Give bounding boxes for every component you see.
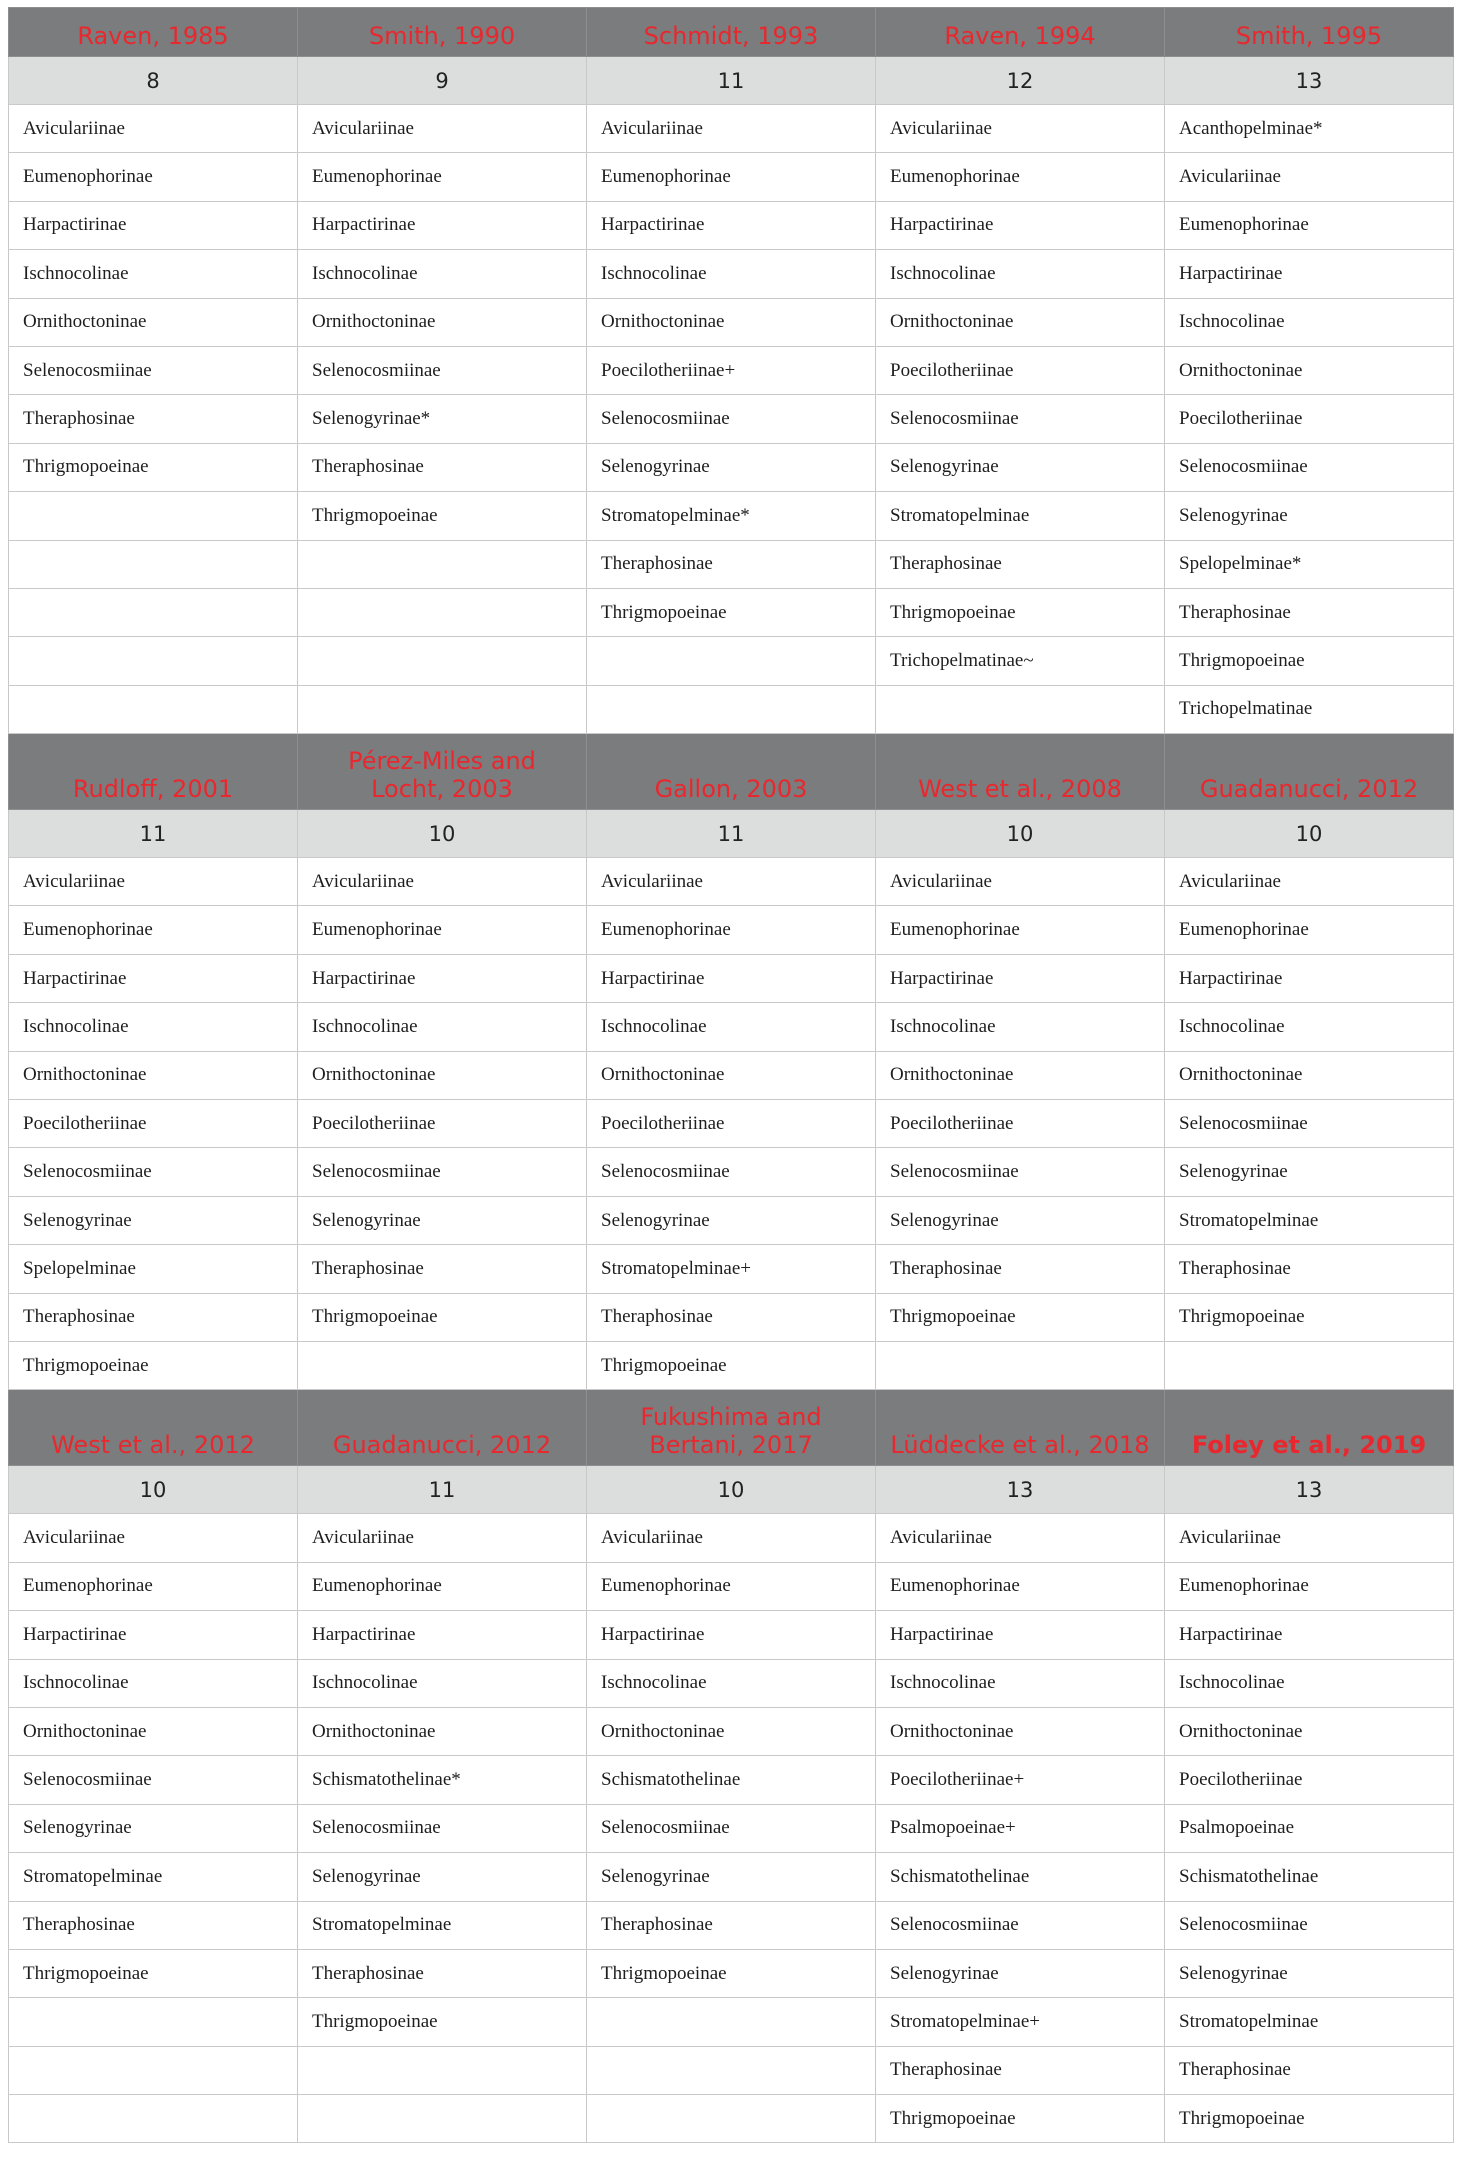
subfamily-cell: Thrigmopoeinae [1165,637,1454,685]
subfamily-cell: Aviculariinae [298,858,587,906]
table-row [9,395,1454,443]
subfamily-cell: Selenocosmiinae [876,1901,1165,1949]
subfamily-cell [298,685,587,733]
subfamily-cell: Schismatothelinae [587,1756,876,1804]
subfamily-cell: Stromatopelminae [876,492,1165,540]
subfamily-cell: Theraphosinae [298,443,587,491]
subfamily-cell: Eumenophorinae [587,906,876,954]
table-row [9,1100,1454,1148]
subfamily-cell: Ischnocolinae [587,1659,876,1707]
subfamily-cell: Ornithoctoninae [9,1707,298,1755]
table-row [9,2095,1454,2143]
table-row [9,1659,1454,1707]
subfamily-cell: Harpactirinae [298,201,587,249]
subfamily-cell: Theraphosinae [1165,1245,1454,1293]
subfamily-count: 8 [9,57,298,105]
table-row [9,906,1454,954]
subfamily-cell: Selenogyrinae [1165,1949,1454,1997]
subfamily-cell: Harpactirinae [9,954,298,1002]
subfamily-cell: Eumenophorinae [1165,1562,1454,1610]
subfamily-cell: Ornithoctoninae [587,298,876,346]
column-header: West et al., 2008 [876,734,1165,810]
table-row [9,1293,1454,1341]
subfamily-cell [9,588,298,636]
subfamily-count: 10 [587,1466,876,1514]
subfamily-cell [298,588,587,636]
subfamily-cell: Trichopelmatinae~ [876,637,1165,685]
subfamily-cell: Ornithoctoninae [876,298,1165,346]
subfamily-cell: Harpactirinae [876,1611,1165,1659]
subfamily-cell: Thrigmopoeinae [9,1949,298,1997]
subfamily-cell: Stromatopelminae* [587,492,876,540]
column-header: West et al., 2012 [9,1390,298,1466]
table-row [9,540,1454,588]
table-row [9,954,1454,1002]
subfamily-cell: Theraphosinae [9,1293,298,1341]
subfamily-cell: Eumenophorinae [298,153,587,201]
subfamily-cell: Harpactirinae [876,201,1165,249]
column-header: Smith, 1995 [1165,8,1454,57]
subfamily-cell: Selenocosmiinae [1165,1100,1454,1148]
subfamily-cell: Eumenophorinae [298,1562,587,1610]
subfamily-cell: Schismatothelinae* [298,1756,587,1804]
subfamily-cell [9,637,298,685]
subfamily-cell: Aviculariinae [9,858,298,906]
subfamily-cell: Aviculariinae [298,1514,587,1562]
subfamily-cell: Harpactirinae [1165,1611,1454,1659]
subfamily-cell: Eumenophorinae [587,1562,876,1610]
subfamily-cell [876,685,1165,733]
subfamily-cell: Ornithoctoninae [587,1051,876,1099]
table-row [9,1245,1454,1293]
subfamily-cell: Ornithoctoninae [876,1707,1165,1755]
subfamily-cell [587,685,876,733]
subfamily-cell: Harpactirinae [587,1611,876,1659]
subfamily-cell: Ischnocolinae [876,1659,1165,1707]
subfamily-cell: Eumenophorinae [298,906,587,954]
column-header: Smith, 1990 [298,8,587,57]
subfamily-cell: Theraphosinae [587,1293,876,1341]
column-header: Foley et al., 2019 [1165,1390,1454,1466]
subfamily-cell: Selenogyrinae [587,443,876,491]
subfamily-cell: Eumenophorinae [9,906,298,954]
subfamily-cell: Selenogyrinae [587,1853,876,1901]
subfamily-cell: Ornithoctoninae [1165,346,1454,394]
subfamily-cell: Aviculariinae [876,858,1165,906]
subfamily-cell: Aviculariinae [298,105,587,153]
subfamily-cell: Selenocosmiinae [298,1148,587,1196]
subfamily-cell: Poecilotheriinae [876,1100,1165,1148]
subfamily-cell: Thrigmopoeinae [9,443,298,491]
subfamily-cell [298,2046,587,2094]
subfamily-cell [9,2046,298,2094]
subfamily-cell [9,685,298,733]
table-row [9,1756,1454,1804]
subfamily-cell: Theraphosinae [298,1245,587,1293]
subfamily-cell: Ornithoctoninae [9,1051,298,1099]
subfamily-cell: Psalmopoeinae [1165,1804,1454,1852]
table-row [9,492,1454,540]
subfamily-cell: Selenogyrinae [9,1196,298,1244]
column-header: Raven, 1985 [9,8,298,57]
column-header: Pérez-Miles and Locht, 2003 [298,734,587,810]
table-row [9,2046,1454,2094]
subfamily-cell: Stromatopelminae [298,1901,587,1949]
column-header: Raven, 1994 [876,8,1165,57]
subfamily-count: 11 [9,810,298,858]
subfamily-cell: Ornithoctoninae [1165,1051,1454,1099]
subfamily-cell: Thrigmopoeinae [587,1949,876,1997]
subfamily-cell: Selenocosmiinae [587,395,876,443]
header-row [9,1390,1454,1466]
table-row [9,250,1454,298]
subfamily-cell: Selenogyrinae [876,1196,1165,1244]
subfamily-cell: Theraphosinae [876,2046,1165,2094]
subfamily-cell: Poecilotheriinae+ [587,346,876,394]
classification-table-container [8,7,1453,2143]
subfamily-cell: Ischnocolinae [298,250,587,298]
subfamily-cell: Selenogyrinae [1165,1148,1454,1196]
subfamily-cell: Ischnocolinae [298,1659,587,1707]
subfamily-cell: Thrigmopoeinae [298,492,587,540]
subfamily-cell: Poecilotheriinae [298,1100,587,1148]
subfamily-cell: Poecilotheriinae+ [876,1756,1165,1804]
column-header: Guadanucci, 2012 [298,1390,587,1466]
subfamily-count: 13 [876,1466,1165,1514]
subfamily-cell: Stromatopelminae+ [587,1245,876,1293]
subfamily-cell: Aviculariinae [1165,153,1454,201]
subfamily-cell [587,1998,876,2046]
table-row [9,105,1454,153]
subfamily-cell: Theraphosinae [876,1245,1165,1293]
subfamily-cell: Ornithoctoninae [587,1707,876,1755]
table-row [9,1901,1454,1949]
subfamily-cell: Selenocosmiinae [298,1804,587,1852]
subfamily-cell: Harpactirinae [9,201,298,249]
subfamily-cell: Selenocosmiinae [876,395,1165,443]
subfamily-cell: Thrigmopoeinae [298,1998,587,2046]
subfamily-cell: Harpactirinae [876,954,1165,1002]
subfamily-cell: Harpactirinae [9,1611,298,1659]
subfamily-cell: Ornithoctoninae [298,1707,587,1755]
subfamily-cell: Ornithoctoninae [876,1051,1165,1099]
subfamily-cell [9,540,298,588]
subfamily-cell [298,637,587,685]
classification-table [8,7,1454,2143]
subfamily-cell: Poecilotheriinae [876,346,1165,394]
subfamily-cell: Spelopelminae* [1165,540,1454,588]
table-row [9,1196,1454,1244]
subfamily-cell: Poecilotheriinae [9,1100,298,1148]
subfamily-cell: Eumenophorinae [876,153,1165,201]
subfamily-cell: Ischnocolinae [9,1003,298,1051]
subfamily-count: 10 [9,1466,298,1514]
subfamily-cell: Theraphosinae [587,1901,876,1949]
table-row [9,1051,1454,1099]
subfamily-cell: Thrigmopoeinae [1165,2095,1454,2143]
subfamily-count: 10 [876,810,1165,858]
subfamily-count: 11 [587,57,876,105]
subfamily-cell: Selenocosmiinae [876,1148,1165,1196]
column-header: Rudloff, 2001 [9,734,298,810]
subfamily-count: 9 [298,57,587,105]
table-row [9,1148,1454,1196]
subfamily-cell: Ischnocolinae [9,1659,298,1707]
subfamily-cell: Selenogyrinae* [298,395,587,443]
subfamily-count: 12 [876,57,1165,105]
subfamily-cell: Harpactirinae [1165,250,1454,298]
subfamily-count-row [9,57,1454,105]
subfamily-cell: Harpactirinae [298,954,587,1002]
subfamily-cell: Selenocosmiinae [9,1756,298,1804]
subfamily-cell [587,637,876,685]
table-row [9,1853,1454,1901]
subfamily-cell: Poecilotheriinae [1165,395,1454,443]
table-row [9,443,1454,491]
table-row [9,298,1454,346]
table-body [9,8,1454,2143]
subfamily-cell: Poecilotheriinae [1165,1756,1454,1804]
subfamily-cell: Thrigmopoeinae [9,1341,298,1389]
subfamily-cell: Selenogyrinae [298,1196,587,1244]
subfamily-cell: Psalmopoeinae+ [876,1804,1165,1852]
subfamily-cell: Thrigmopoeinae [876,2095,1165,2143]
subfamily-cell: Selenocosmiinae [587,1804,876,1852]
subfamily-cell: Thrigmopoeinae [876,588,1165,636]
subfamily-cell: Harpactirinae [1165,954,1454,1002]
subfamily-cell: Ischnocolinae [1165,1659,1454,1707]
subfamily-count: 11 [298,1466,587,1514]
table-row [9,685,1454,733]
subfamily-count: 13 [1165,57,1454,105]
subfamily-cell: Aviculariinae [9,105,298,153]
subfamily-cell: Aviculariinae [1165,1514,1454,1562]
column-header: Gallon, 2003 [587,734,876,810]
table-row [9,1341,1454,1389]
subfamily-count: 10 [1165,810,1454,858]
subfamily-cell: Harpactirinae [587,954,876,1002]
table-row [9,1514,1454,1562]
subfamily-cell: Ischnocolinae [1165,298,1454,346]
subfamily-cell: Thrigmopoeinae [587,1341,876,1389]
subfamily-cell [587,2095,876,2143]
table-row [9,1949,1454,1997]
subfamily-cell: Stromatopelminae [1165,1196,1454,1244]
table-row [9,201,1454,249]
subfamily-cell: Eumenophorinae [9,153,298,201]
column-header: Fukushima and Bertani, 2017 [587,1390,876,1466]
column-header: Guadanucci, 2012 [1165,734,1454,810]
subfamily-cell: Selenogyrinae [876,1949,1165,1997]
subfamily-count: 11 [587,810,876,858]
subfamily-cell [876,1341,1165,1389]
table-row [9,858,1454,906]
subfamily-cell: Spelopelminae [9,1245,298,1293]
table-row [9,1611,1454,1659]
subfamily-cell [9,1998,298,2046]
subfamily-cell: Eumenophorinae [9,1562,298,1610]
subfamily-cell: Thrigmopoeinae [1165,1293,1454,1341]
table-row [9,153,1454,201]
subfamily-cell: Eumenophorinae [876,1562,1165,1610]
subfamily-cell: Selenocosmiinae [9,346,298,394]
subfamily-cell: Stromatopelminae [9,1853,298,1901]
subfamily-cell: Stromatopelminae [1165,1998,1454,2046]
subfamily-cell: Eumenophorinae [587,153,876,201]
subfamily-cell: Ornithoctoninae [1165,1707,1454,1755]
subfamily-cell: Theraphosinae [9,395,298,443]
subfamily-cell: Theraphosinae [1165,2046,1454,2094]
subfamily-cell: Harpactirinae [587,201,876,249]
subfamily-cell: Ischnocolinae [876,1003,1165,1051]
table-row [9,588,1454,636]
subfamily-cell: Thrigmopoeinae [298,1293,587,1341]
subfamily-cell: Ischnocolinae [298,1003,587,1051]
subfamily-cell: Selenocosmiinae [1165,443,1454,491]
column-header: Lüddecke et al., 2018 [876,1390,1165,1466]
subfamily-cell: Acanthopelminae* [1165,105,1454,153]
subfamily-cell [1165,1341,1454,1389]
subfamily-cell: Selenogyrinae [876,443,1165,491]
subfamily-count-row [9,1466,1454,1514]
subfamily-cell: Thrigmopoeinae [876,1293,1165,1341]
subfamily-cell: Trichopelmatinae [1165,685,1454,733]
subfamily-cell: Stromatopelminae+ [876,1998,1165,2046]
subfamily-cell: Theraphosinae [9,1901,298,1949]
header-row [9,8,1454,57]
subfamily-cell: Ischnocolinae [876,250,1165,298]
subfamily-cell: Ornithoctoninae [298,298,587,346]
subfamily-cell: Theraphosinae [1165,588,1454,636]
subfamily-cell: Ischnocolinae [587,1003,876,1051]
subfamily-cell [9,492,298,540]
subfamily-cell [298,1341,587,1389]
subfamily-cell: Aviculariinae [1165,858,1454,906]
subfamily-count: 10 [298,810,587,858]
subfamily-cell [298,2095,587,2143]
table-row [9,637,1454,685]
subfamily-cell: Selenocosmiinae [587,1148,876,1196]
table-row [9,1707,1454,1755]
subfamily-cell: Selenogyrinae [298,1853,587,1901]
subfamily-cell: Aviculariinae [587,858,876,906]
subfamily-cell: Ischnocolinae [1165,1003,1454,1051]
subfamily-cell: Schismatothelinae [1165,1853,1454,1901]
subfamily-cell [9,2095,298,2143]
table-row [9,1804,1454,1852]
subfamily-cell [587,2046,876,2094]
table-row [9,1003,1454,1051]
subfamily-cell: Theraphosinae [587,540,876,588]
subfamily-cell: Eumenophorinae [1165,201,1454,249]
column-header: Schmidt, 1993 [587,8,876,57]
subfamily-cell: Aviculariinae [9,1514,298,1562]
subfamily-cell [298,540,587,588]
subfamily-cell: Theraphosinae [298,1949,587,1997]
subfamily-cell: Ornithoctoninae [298,1051,587,1099]
header-row [9,734,1454,810]
subfamily-cell: Aviculariinae [876,105,1165,153]
subfamily-cell: Eumenophorinae [1165,906,1454,954]
subfamily-cell: Ischnocolinae [9,250,298,298]
subfamily-cell: Thrigmopoeinae [587,588,876,636]
subfamily-cell: Ornithoctoninae [9,298,298,346]
subfamily-cell: Aviculariinae [587,105,876,153]
subfamily-cell: Selenogyrinae [587,1196,876,1244]
subfamily-cell: Selenogyrinae [9,1804,298,1852]
subfamily-count: 13 [1165,1466,1454,1514]
subfamily-cell: Selenogyrinae [1165,492,1454,540]
table-row [9,1998,1454,2046]
subfamily-count-row [9,810,1454,858]
subfamily-cell: Selenocosmiinae [298,346,587,394]
subfamily-cell: Aviculariinae [587,1514,876,1562]
subfamily-cell: Eumenophorinae [876,906,1165,954]
subfamily-cell: Ischnocolinae [587,250,876,298]
table-row [9,346,1454,394]
table-row [9,1562,1454,1610]
subfamily-cell: Harpactirinae [298,1611,587,1659]
subfamily-cell: Aviculariinae [876,1514,1165,1562]
subfamily-cell: Selenocosmiinae [1165,1901,1454,1949]
subfamily-cell: Poecilotheriinae [587,1100,876,1148]
subfamily-cell: Schismatothelinae [876,1853,1165,1901]
subfamily-cell: Theraphosinae [876,540,1165,588]
subfamily-cell: Selenocosmiinae [9,1148,298,1196]
